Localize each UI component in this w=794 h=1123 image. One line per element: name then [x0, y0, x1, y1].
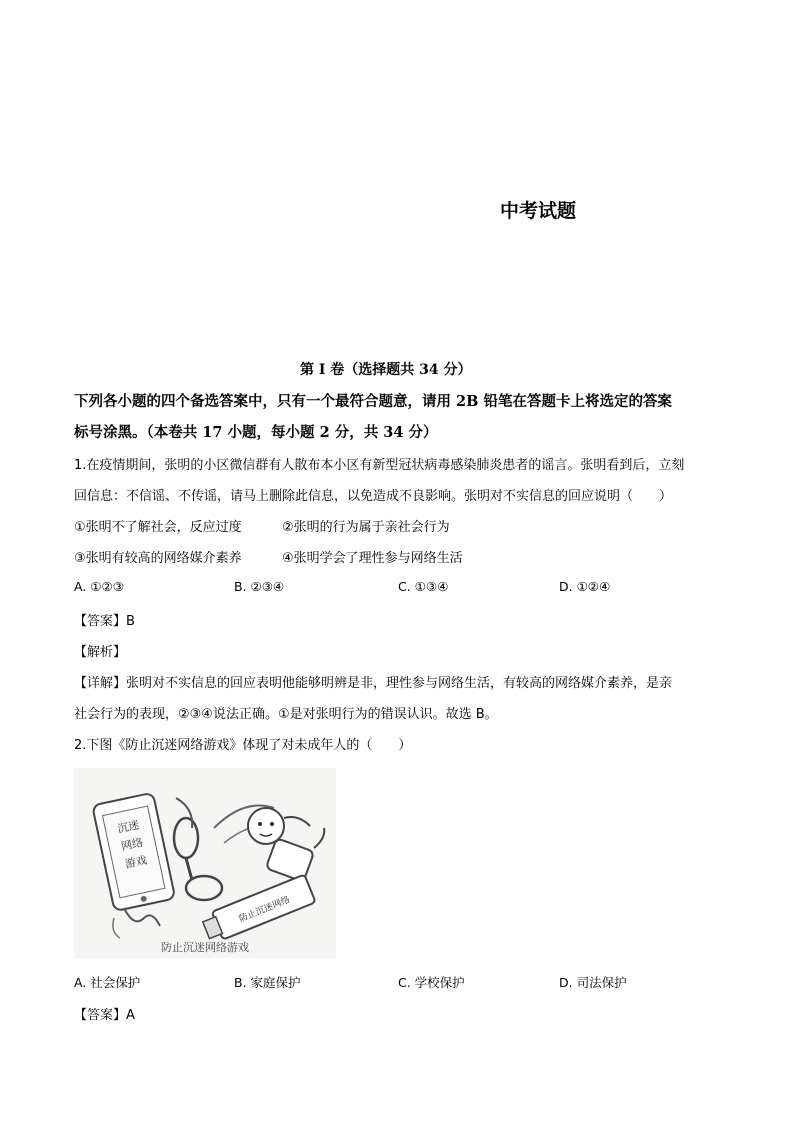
tube-text: 防止沉迷网络 [237, 895, 292, 925]
q1-stem-line-2: 回信息：不信谣、不传谣，请马上删除此信息，以免造成不良影响。张明对不实信息的回应说明（ ） [74, 489, 673, 504]
phone-text-3: 游戏 [123, 853, 149, 871]
instructions-line-1: 下列各小题的四个备选答案中，只有一个最符合题意，请用 2B 铅笔在答题卡上将选定的答案 [74, 393, 672, 410]
q2-option-b: B. 家庭保护 [234, 975, 301, 990]
section-title: 第 I 卷（选择题共 34 分） [300, 362, 472, 378]
q1-option-c: C. ①③④ [398, 579, 449, 594]
q1-option-d: D. ①②④ [559, 579, 611, 594]
cartoon-illustration [74, 768, 336, 958]
cartoon-figure [74, 768, 336, 958]
page-title: 中考试题 [500, 200, 577, 222]
q1-option-a: A. ①②③ [74, 579, 124, 594]
q1-stem-line-1: 1.在疫情期间，张明的小区微信群有人散布本小区有新型冠状病毒感染肺炎患者的谣言。张明看到后，立刻 [74, 458, 685, 473]
q2-stem: 2.下图《防止沉迷网络游戏》体现了对未成年人的（ ） [74, 738, 412, 753]
q1-detail-line-1: 【详解】张明对不实信息的回应表明他能够明辨是非，理性参与网络生活，有较高的网络媒介素养，是亲 [74, 676, 673, 691]
q2-answer: 【答案】A [74, 1008, 135, 1023]
q1-detail-line-2: 社会行为的表现，②③④说法正确。①是对张明行为的错误认识。故选 B。 [74, 707, 498, 722]
q1-statement-2: ②张明的行为属于亲社会行为 [282, 520, 450, 535]
q1-option-b: B. ②③④ [234, 579, 285, 594]
q1-answer: 【答案】B [74, 614, 135, 629]
phone-text-2: 网络 [120, 835, 145, 854]
q1-statement-3: ③张明有较高的网络媒介素养 [74, 551, 242, 566]
q1-statement-4: ④张明学会了理性参与网络生活 [282, 551, 463, 566]
cartoon-caption: 防止沉迷网络游戏 [161, 941, 249, 954]
q1-analysis-label: 【解析】 [74, 645, 127, 660]
q2-option-c: C. 学校保护 [398, 975, 465, 990]
q2-option-d: D. 司法保护 [559, 975, 627, 990]
instructions-line-2: 标号涂黑。（本卷共 17 小题，每小题 2 分，共 34 分） [74, 424, 438, 441]
q2-option-a: A. 社会保护 [74, 975, 141, 990]
phone-text-1: 沉迷 [116, 818, 141, 836]
q1-statement-1: ①张明不了解社会，反应过度 [74, 520, 242, 535]
